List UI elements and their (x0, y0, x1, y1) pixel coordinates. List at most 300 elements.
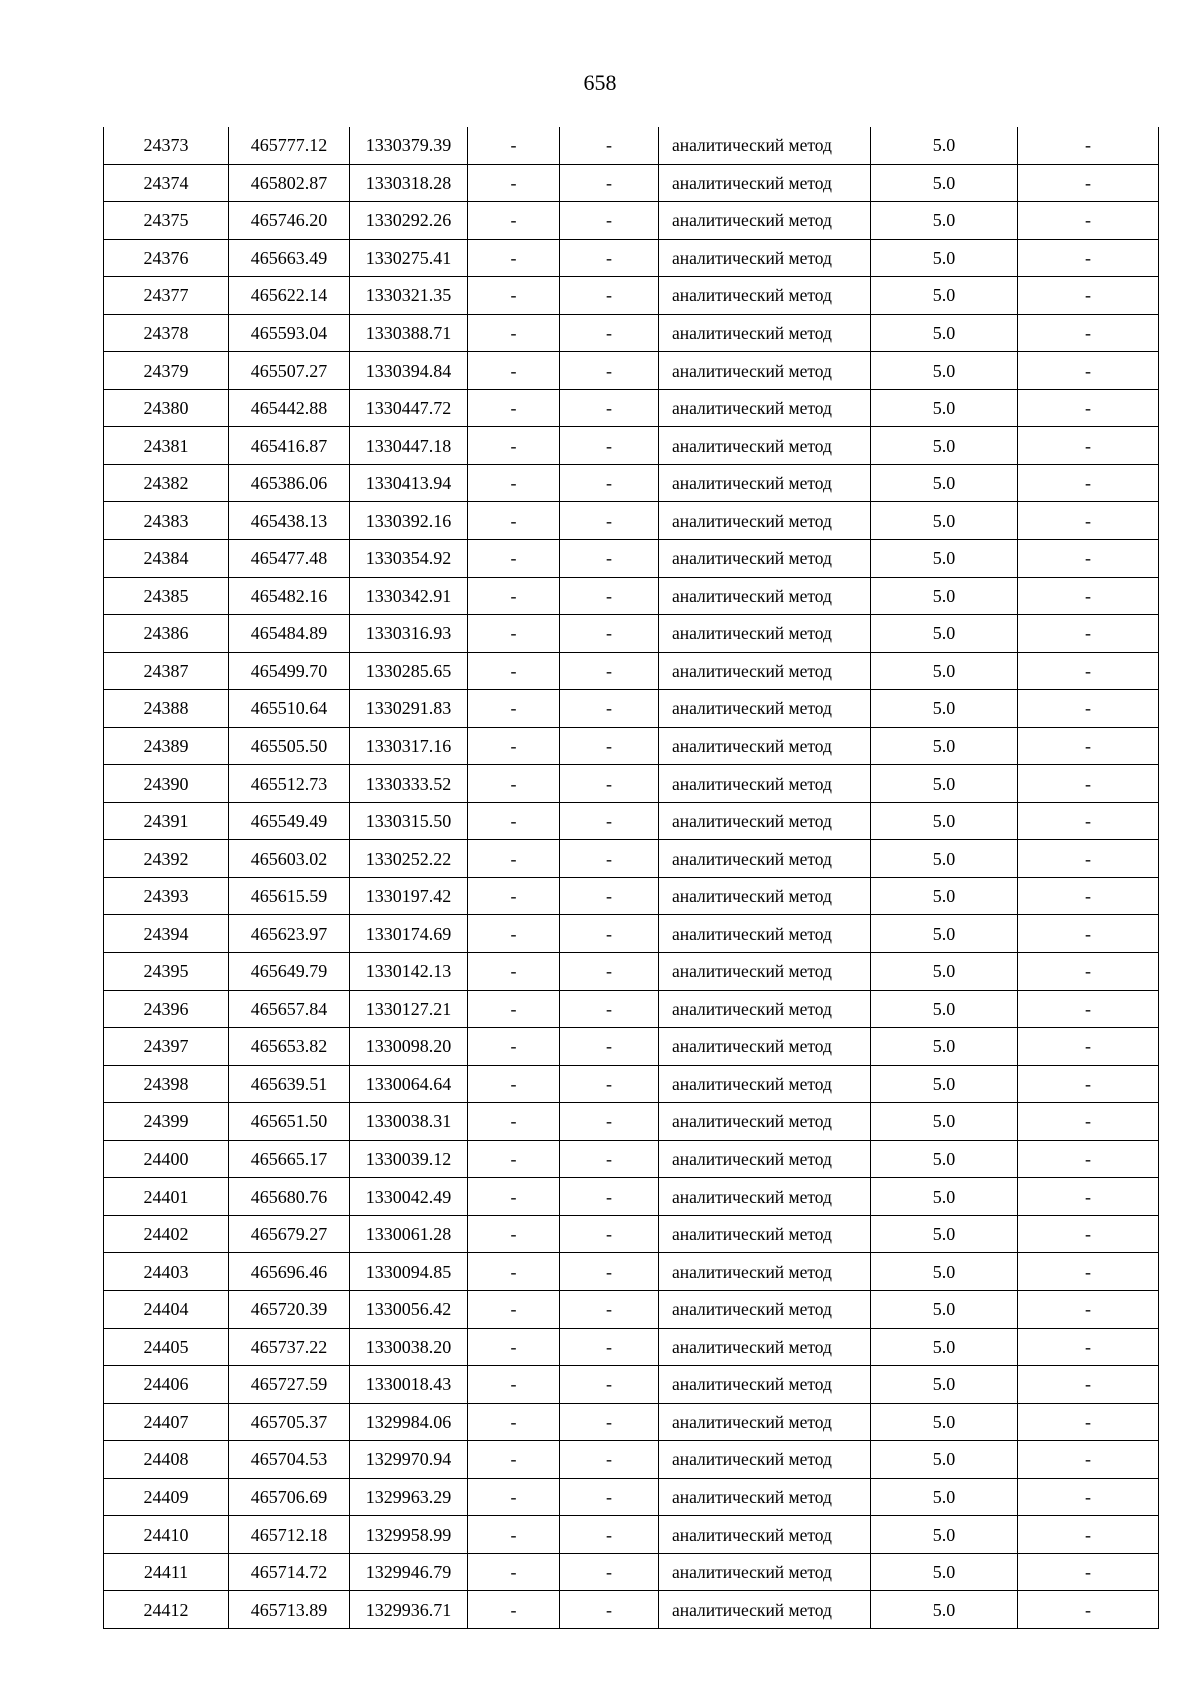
table-row (104, 352, 1159, 390)
empty-cell-a: - (468, 1328, 560, 1366)
accuracy-cell: 5.0 (871, 727, 1018, 765)
y-coordinate-cell: 1329984.06 (350, 1403, 468, 1441)
point-number-cell: 24388 (104, 690, 229, 728)
empty-cell-a: - (468, 464, 560, 502)
empty-cell-a: - (468, 690, 560, 728)
table-row (104, 802, 1159, 840)
x-coordinate-cell: 465746.20 (229, 202, 350, 240)
point-number-cell: 24390 (104, 765, 229, 803)
x-coordinate-cell: 465713.89 (229, 1591, 350, 1629)
empty-cell-b: - (560, 127, 659, 164)
empty-cell-c: - (1018, 164, 1159, 202)
table-row (104, 1553, 1159, 1591)
table-row (104, 727, 1159, 765)
x-coordinate-cell: 465549.49 (229, 802, 350, 840)
table-row (104, 690, 1159, 728)
accuracy-cell: 5.0 (871, 1403, 1018, 1441)
x-coordinate-cell: 465665.17 (229, 1140, 350, 1178)
x-coordinate-cell: 465623.97 (229, 915, 350, 953)
accuracy-cell: 5.0 (871, 314, 1018, 352)
x-coordinate-cell: 465482.16 (229, 577, 350, 615)
point-number-cell: 24387 (104, 652, 229, 690)
empty-cell-b: - (560, 877, 659, 915)
method-cell: аналитический метод (659, 1591, 871, 1629)
empty-cell-b: - (560, 840, 659, 878)
method-cell: аналитический метод (659, 1253, 871, 1291)
x-coordinate-cell: 465737.22 (229, 1328, 350, 1366)
point-number-cell: 24382 (104, 464, 229, 502)
y-coordinate-cell: 1330354.92 (350, 540, 468, 578)
empty-cell-c: - (1018, 652, 1159, 690)
empty-cell-b: - (560, 727, 659, 765)
method-cell: аналитический метод (659, 239, 871, 277)
x-coordinate-cell: 465653.82 (229, 1028, 350, 1066)
empty-cell-c: - (1018, 464, 1159, 502)
table-row (104, 1178, 1159, 1216)
method-cell: аналитический метод (659, 840, 871, 878)
table-row (104, 202, 1159, 240)
accuracy-cell: 5.0 (871, 389, 1018, 427)
accuracy-cell: 5.0 (871, 239, 1018, 277)
method-cell: аналитический метод (659, 802, 871, 840)
empty-cell-a: - (468, 202, 560, 240)
coordinates-table (103, 127, 1159, 1629)
page-number: 658 (583, 70, 617, 95)
x-coordinate-cell: 465477.48 (229, 540, 350, 578)
empty-cell-c: - (1018, 389, 1159, 427)
empty-cell-b: - (560, 652, 659, 690)
empty-cell-c: - (1018, 1366, 1159, 1404)
y-coordinate-cell: 1330275.41 (350, 239, 468, 277)
point-number-cell: 24398 (104, 1065, 229, 1103)
empty-cell-b: - (560, 1215, 659, 1253)
accuracy-cell: 5.0 (871, 802, 1018, 840)
empty-cell-b: - (560, 502, 659, 540)
empty-cell-c: - (1018, 1478, 1159, 1516)
y-coordinate-cell: 1330042.49 (350, 1178, 468, 1216)
y-coordinate-cell: 1330127.21 (350, 990, 468, 1028)
x-coordinate-cell: 465622.14 (229, 277, 350, 315)
table-row (104, 1140, 1159, 1178)
empty-cell-b: - (560, 1553, 659, 1591)
x-coordinate-cell: 465512.73 (229, 765, 350, 803)
accuracy-cell: 5.0 (871, 352, 1018, 390)
empty-cell-c: - (1018, 502, 1159, 540)
table-row (104, 1478, 1159, 1516)
table-row (104, 1441, 1159, 1479)
point-number-cell: 24393 (104, 877, 229, 915)
point-number-cell: 24402 (104, 1215, 229, 1253)
table-row (104, 915, 1159, 953)
accuracy-cell: 5.0 (871, 427, 1018, 465)
empty-cell-c: - (1018, 953, 1159, 991)
empty-cell-a: - (468, 239, 560, 277)
x-coordinate-cell: 465416.87 (229, 427, 350, 465)
empty-cell-a: - (468, 427, 560, 465)
method-cell: аналитический метод (659, 953, 871, 991)
x-coordinate-cell: 465615.59 (229, 877, 350, 915)
point-number-cell: 24373 (104, 127, 229, 164)
method-cell: аналитический метод (659, 1516, 871, 1554)
empty-cell-c: - (1018, 1253, 1159, 1291)
y-coordinate-cell: 1330285.65 (350, 652, 468, 690)
accuracy-cell: 5.0 (871, 990, 1018, 1028)
table-row (104, 1215, 1159, 1253)
accuracy-cell: 5.0 (871, 840, 1018, 878)
method-cell: аналитический метод (659, 615, 871, 653)
table-row (104, 1328, 1159, 1366)
method-cell: аналитический метод (659, 164, 871, 202)
empty-cell-b: - (560, 1065, 659, 1103)
point-number-cell: 24386 (104, 615, 229, 653)
method-cell: аналитический метод (659, 389, 871, 427)
empty-cell-c: - (1018, 802, 1159, 840)
point-number-cell: 24383 (104, 502, 229, 540)
method-cell: аналитический метод (659, 1328, 871, 1366)
empty-cell-a: - (468, 877, 560, 915)
y-coordinate-cell: 1330038.20 (350, 1328, 468, 1366)
accuracy-cell: 5.0 (871, 652, 1018, 690)
method-cell: аналитический метод (659, 877, 871, 915)
empty-cell-a: - (468, 314, 560, 352)
point-number-cell: 24399 (104, 1103, 229, 1141)
empty-cell-b: - (560, 1441, 659, 1479)
y-coordinate-cell: 1330317.16 (350, 727, 468, 765)
point-number-cell: 24378 (104, 314, 229, 352)
x-coordinate-cell: 465386.06 (229, 464, 350, 502)
method-cell: аналитический метод (659, 502, 871, 540)
empty-cell-a: - (468, 389, 560, 427)
y-coordinate-cell: 1330333.52 (350, 765, 468, 803)
y-coordinate-cell: 1330321.35 (350, 277, 468, 315)
method-cell: аналитический метод (659, 1215, 871, 1253)
empty-cell-b: - (560, 1253, 659, 1291)
empty-cell-b: - (560, 953, 659, 991)
method-cell: аналитический метод (659, 1103, 871, 1141)
y-coordinate-cell: 1330413.94 (350, 464, 468, 502)
point-number-cell: 24397 (104, 1028, 229, 1066)
empty-cell-a: - (468, 1553, 560, 1591)
empty-cell-b: - (560, 1290, 659, 1328)
y-coordinate-cell: 1330064.64 (350, 1065, 468, 1103)
empty-cell-b: - (560, 1478, 659, 1516)
empty-cell-c: - (1018, 990, 1159, 1028)
table-row (104, 127, 1159, 164)
x-coordinate-cell: 465705.37 (229, 1403, 350, 1441)
empty-cell-a: - (468, 1403, 560, 1441)
point-number-cell: 24389 (104, 727, 229, 765)
x-coordinate-cell: 465510.64 (229, 690, 350, 728)
point-number-cell: 24412 (104, 1591, 229, 1629)
table-row (104, 502, 1159, 540)
empty-cell-c: - (1018, 690, 1159, 728)
point-number-cell: 24406 (104, 1366, 229, 1404)
empty-cell-a: - (468, 127, 560, 164)
x-coordinate-cell: 465651.50 (229, 1103, 350, 1141)
table-row (104, 990, 1159, 1028)
empty-cell-b: - (560, 1403, 659, 1441)
accuracy-cell: 5.0 (871, 877, 1018, 915)
empty-cell-a: - (468, 652, 560, 690)
y-coordinate-cell: 1330094.85 (350, 1253, 468, 1291)
x-coordinate-cell: 465727.59 (229, 1366, 350, 1404)
empty-cell-c: - (1018, 1178, 1159, 1216)
method-cell: аналитический метод (659, 1441, 871, 1479)
point-number-cell: 24403 (104, 1253, 229, 1291)
accuracy-cell: 5.0 (871, 577, 1018, 615)
accuracy-cell: 5.0 (871, 1516, 1018, 1554)
point-number-cell: 24396 (104, 990, 229, 1028)
empty-cell-b: - (560, 1591, 659, 1629)
method-cell: аналитический метод (659, 727, 871, 765)
table-row (104, 1028, 1159, 1066)
method-cell: аналитический метод (659, 1028, 871, 1066)
empty-cell-b: - (560, 314, 659, 352)
empty-cell-c: - (1018, 765, 1159, 803)
x-coordinate-cell: 465720.39 (229, 1290, 350, 1328)
x-coordinate-cell: 465802.87 (229, 164, 350, 202)
accuracy-cell: 5.0 (871, 1290, 1018, 1328)
empty-cell-c: - (1018, 1328, 1159, 1366)
empty-cell-c: - (1018, 277, 1159, 315)
point-number-cell: 24376 (104, 239, 229, 277)
y-coordinate-cell: 1330394.84 (350, 352, 468, 390)
empty-cell-c: - (1018, 1215, 1159, 1253)
accuracy-cell: 5.0 (871, 1591, 1018, 1629)
empty-cell-b: - (560, 239, 659, 277)
y-coordinate-cell: 1330379.39 (350, 127, 468, 164)
empty-cell-b: - (560, 690, 659, 728)
empty-cell-b: - (560, 202, 659, 240)
x-coordinate-cell: 465639.51 (229, 1065, 350, 1103)
table-row (104, 1366, 1159, 1404)
y-coordinate-cell: 1330316.93 (350, 615, 468, 653)
method-cell: аналитический метод (659, 1065, 871, 1103)
table-row (104, 765, 1159, 803)
x-coordinate-cell: 465505.50 (229, 727, 350, 765)
method-cell: аналитический метод (659, 652, 871, 690)
table-row (104, 1591, 1159, 1629)
y-coordinate-cell: 1330174.69 (350, 915, 468, 953)
empty-cell-a: - (468, 277, 560, 315)
point-number-cell: 24411 (104, 1553, 229, 1591)
empty-cell-b: - (560, 1328, 659, 1366)
x-coordinate-cell: 465603.02 (229, 840, 350, 878)
method-cell: аналитический метод (659, 577, 871, 615)
point-number-cell: 24401 (104, 1178, 229, 1216)
point-number-cell: 24377 (104, 277, 229, 315)
empty-cell-b: - (560, 1516, 659, 1554)
empty-cell-a: - (468, 1290, 560, 1328)
x-coordinate-cell: 465712.18 (229, 1516, 350, 1554)
point-number-cell: 24400 (104, 1140, 229, 1178)
point-number-cell: 24391 (104, 802, 229, 840)
empty-cell-a: - (468, 1103, 560, 1141)
point-number-cell: 24409 (104, 1478, 229, 1516)
empty-cell-b: - (560, 1366, 659, 1404)
accuracy-cell: 5.0 (871, 502, 1018, 540)
empty-cell-c: - (1018, 540, 1159, 578)
empty-cell-a: - (468, 840, 560, 878)
table-row (104, 1516, 1159, 1554)
x-coordinate-cell: 465706.69 (229, 1478, 350, 1516)
accuracy-cell: 5.0 (871, 1178, 1018, 1216)
accuracy-cell: 5.0 (871, 277, 1018, 315)
table-row (104, 540, 1159, 578)
empty-cell-a: - (468, 765, 560, 803)
point-number-cell: 24379 (104, 352, 229, 390)
point-number-cell: 24374 (104, 164, 229, 202)
table-body (104, 127, 1159, 1628)
y-coordinate-cell: 1330342.91 (350, 577, 468, 615)
empty-cell-b: - (560, 802, 659, 840)
empty-cell-c: - (1018, 727, 1159, 765)
empty-cell-c: - (1018, 1065, 1159, 1103)
accuracy-cell: 5.0 (871, 1366, 1018, 1404)
method-cell: аналитический метод (659, 1478, 871, 1516)
empty-cell-b: - (560, 915, 659, 953)
table-row (104, 164, 1159, 202)
table-row (104, 1253, 1159, 1291)
empty-cell-a: - (468, 1178, 560, 1216)
empty-cell-b: - (560, 990, 659, 1028)
y-coordinate-cell: 1330018.43 (350, 1366, 468, 1404)
empty-cell-c: - (1018, 840, 1159, 878)
y-coordinate-cell: 1330197.42 (350, 877, 468, 915)
empty-cell-a: - (468, 1253, 560, 1291)
x-coordinate-cell: 465593.04 (229, 314, 350, 352)
point-number-cell: 24395 (104, 953, 229, 991)
table-row (104, 1103, 1159, 1141)
method-cell: аналитический метод (659, 540, 871, 578)
y-coordinate-cell: 1330447.72 (350, 389, 468, 427)
x-coordinate-cell: 465777.12 (229, 127, 350, 164)
accuracy-cell: 5.0 (871, 1478, 1018, 1516)
empty-cell-a: - (468, 1591, 560, 1629)
point-number-cell: 24394 (104, 915, 229, 953)
method-cell: аналитический метод (659, 990, 871, 1028)
table-row (104, 389, 1159, 427)
method-cell: аналитический метод (659, 427, 871, 465)
x-coordinate-cell: 465499.70 (229, 652, 350, 690)
empty-cell-c: - (1018, 1290, 1159, 1328)
method-cell: аналитический метод (659, 277, 871, 315)
table-row (104, 615, 1159, 653)
x-coordinate-cell: 465438.13 (229, 502, 350, 540)
empty-cell-b: - (560, 1028, 659, 1066)
x-coordinate-cell: 465507.27 (229, 352, 350, 390)
method-cell: аналитический метод (659, 202, 871, 240)
empty-cell-c: - (1018, 427, 1159, 465)
accuracy-cell: 5.0 (871, 540, 1018, 578)
empty-cell-c: - (1018, 915, 1159, 953)
accuracy-cell: 5.0 (871, 615, 1018, 653)
table-row (104, 840, 1159, 878)
x-coordinate-cell: 465714.72 (229, 1553, 350, 1591)
y-coordinate-cell: 1330056.42 (350, 1290, 468, 1328)
table-row (104, 239, 1159, 277)
accuracy-cell: 5.0 (871, 690, 1018, 728)
point-number-cell: 24404 (104, 1290, 229, 1328)
empty-cell-a: - (468, 577, 560, 615)
accuracy-cell: 5.0 (871, 1140, 1018, 1178)
empty-cell-a: - (468, 1478, 560, 1516)
empty-cell-b: - (560, 464, 659, 502)
empty-cell-c: - (1018, 1516, 1159, 1554)
method-cell: аналитический метод (659, 765, 871, 803)
empty-cell-a: - (468, 164, 560, 202)
accuracy-cell: 5.0 (871, 1441, 1018, 1479)
table-row (104, 464, 1159, 502)
y-coordinate-cell: 1330292.26 (350, 202, 468, 240)
empty-cell-b: - (560, 1103, 659, 1141)
empty-cell-b: - (560, 389, 659, 427)
empty-cell-c: - (1018, 239, 1159, 277)
y-coordinate-cell: 1330142.13 (350, 953, 468, 991)
empty-cell-b: - (560, 577, 659, 615)
method-cell: аналитический метод (659, 1140, 871, 1178)
x-coordinate-cell: 465696.46 (229, 1253, 350, 1291)
point-number-cell: 24392 (104, 840, 229, 878)
method-cell: аналитический метод (659, 127, 871, 164)
empty-cell-a: - (468, 1065, 560, 1103)
empty-cell-a: - (468, 1215, 560, 1253)
method-cell: аналитический метод (659, 690, 871, 728)
method-cell: аналитический метод (659, 1366, 871, 1404)
empty-cell-a: - (468, 615, 560, 653)
empty-cell-a: - (468, 727, 560, 765)
y-coordinate-cell: 1329963.29 (350, 1478, 468, 1516)
point-number-cell: 24408 (104, 1441, 229, 1479)
y-coordinate-cell: 1330315.50 (350, 802, 468, 840)
empty-cell-b: - (560, 765, 659, 803)
empty-cell-c: - (1018, 1591, 1159, 1629)
empty-cell-b: - (560, 615, 659, 653)
accuracy-cell: 5.0 (871, 1328, 1018, 1366)
table-row (104, 314, 1159, 352)
empty-cell-b: - (560, 277, 659, 315)
table-row (104, 277, 1159, 315)
method-cell: аналитический метод (659, 464, 871, 502)
table-row (104, 652, 1159, 690)
empty-cell-c: - (1018, 1553, 1159, 1591)
empty-cell-a: - (468, 1140, 560, 1178)
empty-cell-c: - (1018, 127, 1159, 164)
accuracy-cell: 5.0 (871, 915, 1018, 953)
method-cell: аналитический метод (659, 314, 871, 352)
empty-cell-a: - (468, 915, 560, 953)
empty-cell-a: - (468, 990, 560, 1028)
table-row (104, 427, 1159, 465)
accuracy-cell: 5.0 (871, 1215, 1018, 1253)
empty-cell-a: - (468, 1366, 560, 1404)
empty-cell-a: - (468, 802, 560, 840)
empty-cell-b: - (560, 1140, 659, 1178)
empty-cell-c: - (1018, 577, 1159, 615)
empty-cell-a: - (468, 953, 560, 991)
empty-cell-c: - (1018, 1028, 1159, 1066)
table-row (104, 577, 1159, 615)
y-coordinate-cell: 1329946.79 (350, 1553, 468, 1591)
empty-cell-a: - (468, 1028, 560, 1066)
empty-cell-b: - (560, 164, 659, 202)
point-number-cell: 24405 (104, 1328, 229, 1366)
method-cell: аналитический метод (659, 352, 871, 390)
point-number-cell: 24385 (104, 577, 229, 615)
empty-cell-c: - (1018, 615, 1159, 653)
empty-cell-a: - (468, 1441, 560, 1479)
y-coordinate-cell: 1330252.22 (350, 840, 468, 878)
